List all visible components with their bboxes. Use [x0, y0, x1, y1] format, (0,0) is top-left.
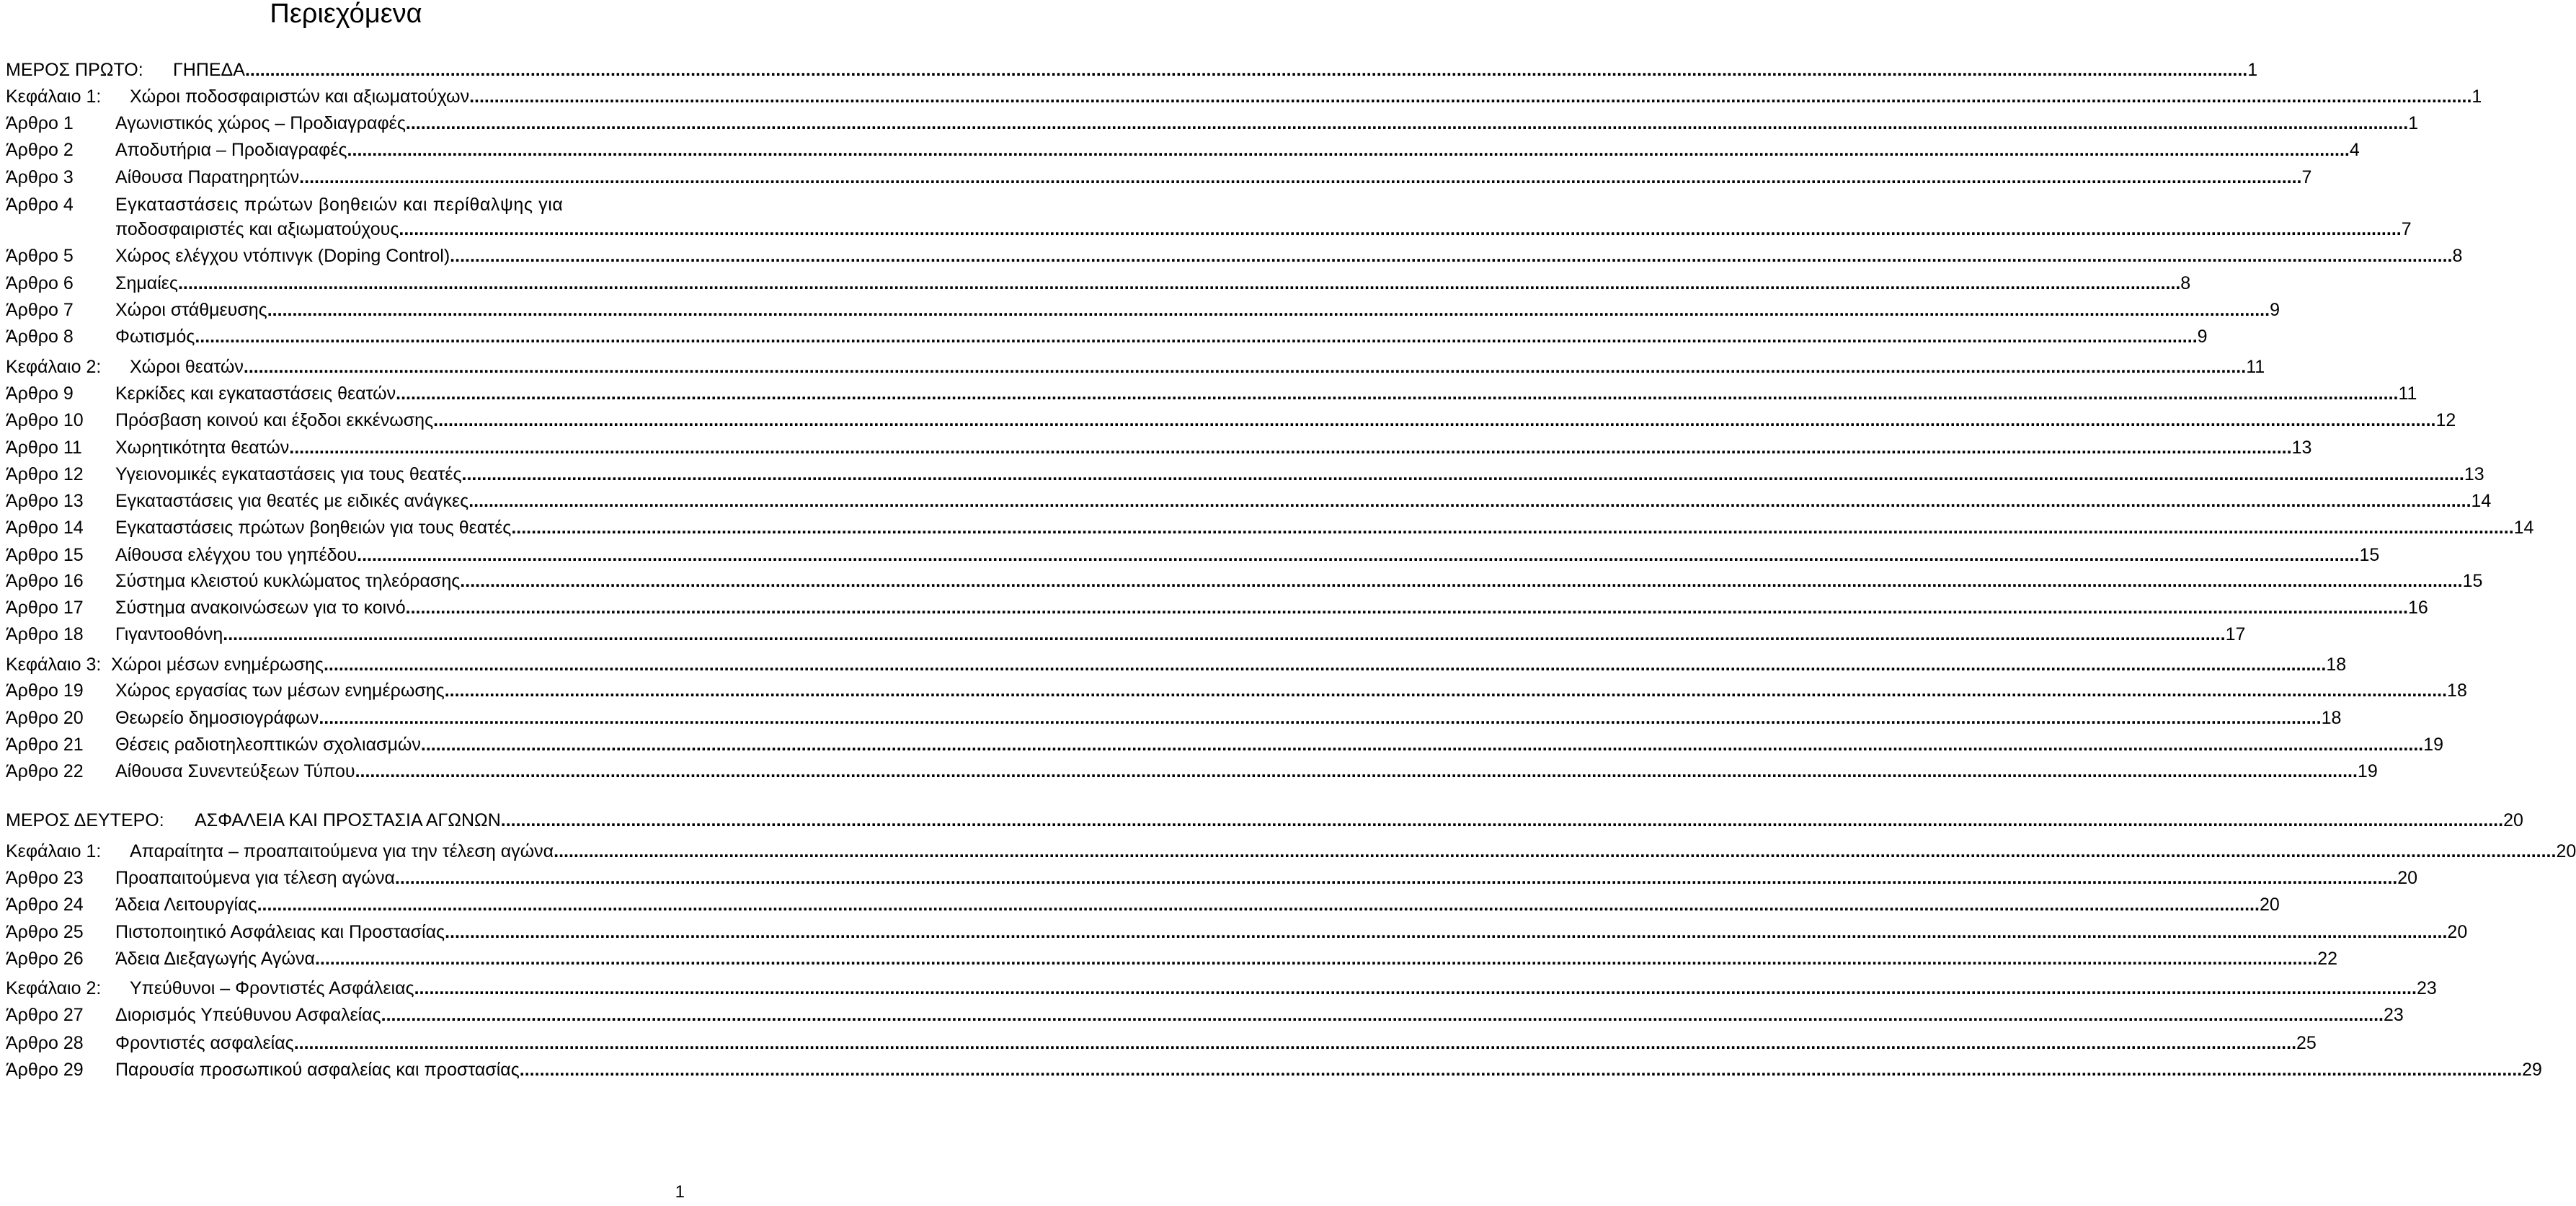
dot-leader: ................................................................................................................................................................................................................................................................................................................................................................................................................	[244, 60, 2248, 80]
toc-entry-title-continued: ποδοσφαιριστές και αξιωματούχους	[115, 219, 399, 239]
toc-entry-label: Άρθρο 7	[6, 300, 74, 320]
toc-entry-title: Χώρος εργασίας των μέσων ενημέρωσης	[115, 680, 445, 701]
toc-entry-title: Αίθουσα Παρατηρητών	[115, 167, 300, 187]
toc-entry-title: Σημαίες	[115, 273, 178, 293]
dot-leader: ................................................................................................................................................................................................................................................................................................................................................................................................................	[405, 598, 2408, 618]
toc-entry[interactable]	[6, 165, 2312, 190]
page-number: 1	[675, 1182, 685, 1202]
toc-entry-label: ΜΕΡΟΣ ΔΕΥΤΕΡΟ:	[6, 810, 164, 830]
toc-entry-label: Κεφάλαιο 1:	[6, 841, 102, 861]
toc-entry-title: Απαραίτητα – προαπαιτούμενα για την τέλεση αγώνα	[130, 841, 554, 861]
toc-entry-label: ΜΕΡΟΣ ΠΡΩΤΟ:	[6, 60, 143, 80]
toc-entry[interactable]	[6, 569, 2483, 593]
toc-entry-label: Άρθρο 15	[6, 545, 84, 565]
toc-entry[interactable]	[6, 324, 2208, 349]
toc-entry-page: 9	[2270, 300, 2280, 320]
toc-entry[interactable]	[6, 138, 2360, 162]
toc-entry-page: 13	[2291, 438, 2312, 458]
toc-entry-title: Υπεύθυνοι – Φροντιστές Ασφάλειας	[130, 978, 414, 998]
toc-entry-continuation[interactable]	[6, 217, 2412, 241]
dot-leader: ................................................................................................................................................................................................................................................................................................................................................................................................................	[243, 357, 2247, 377]
dot-leader: ................................................................................................................................................................................................................................................................................................................................................................................................................	[347, 140, 2350, 160]
toc-entry-title: Χώροι ποδοσφαιριστών και αξιωματούχων	[130, 87, 470, 107]
toc-entry-label: Κεφάλαιο 1:	[6, 87, 102, 107]
toc-entry-title: Χώροι στάθμευσης	[115, 300, 267, 320]
dot-leader: ................................................................................................................................................................................................................................................................................................................................................................................................................	[433, 410, 2436, 430]
toc-entry-page: 22	[2317, 949, 2338, 969]
toc-entry-label: Άρθρο 18	[6, 624, 84, 644]
toc-entry[interactable]	[6, 408, 2456, 433]
toc-entry-label: Κεφάλαιο 3:	[6, 655, 102, 675]
toc-entry[interactable]	[6, 244, 2463, 268]
dot-leader: ................................................................................................................................................................................................................................................................................................................................................................................................................	[444, 680, 2448, 701]
toc-entry-page: 23	[2383, 1005, 2404, 1025]
toc-entry-title: Θεωρείο δημοσιογράφων	[115, 708, 319, 728]
toc-entry-page: 11	[2246, 357, 2265, 377]
toc-entry-page: 1	[2247, 60, 2258, 80]
toc-entry-page: 16	[2407, 598, 2428, 618]
toc-entry-label: Άρθρο 29	[6, 1060, 84, 1080]
dot-leader: ................................................................................................................................................................................................................................................................................................................................................................................................................	[299, 167, 2302, 187]
toc-entry-label: Άρθρο 25	[6, 922, 84, 942]
dot-leader: ................................................................................................................................................................................................................................................................................................................................................................................................................	[314, 949, 2318, 969]
toc-entry-page: 18	[2326, 655, 2347, 675]
dot-leader: ................................................................................................................................................................................................................................................................................................................................................................................................................	[399, 219, 2402, 239]
toc-entry-page: 15	[2359, 545, 2380, 565]
toc-chapter-entry[interactable]	[6, 355, 2265, 379]
dot-leader: ................................................................................................................................................................................................................................................................................................................................................................................................................	[394, 868, 2398, 888]
toc-entry-page: 15	[2462, 571, 2483, 591]
toc-entry-title: Χώροι θεατών	[130, 357, 244, 377]
toc-entry-page: 18	[2321, 708, 2342, 728]
toc-entry-label: Άρθρο 22	[6, 761, 84, 781]
toc-entry-label: Άρθρο 19	[6, 680, 84, 701]
toc-entry-title: Αίθουσα Συνεντεύξεων Τύπου	[115, 761, 355, 781]
toc-entry-label: Άρθρο 21	[6, 735, 84, 755]
toc-entry-page: 8	[2180, 273, 2191, 293]
toc-entry-page: 8	[2452, 246, 2463, 266]
toc-entry[interactable]	[6, 381, 2417, 406]
toc-entry-page: 20	[2556, 841, 2576, 861]
toc-entry-title: Χώρος ελέγχου ντόπινγκ (Doping Control)	[115, 246, 450, 266]
toc-entry-label: Κεφάλαιο 2:	[6, 978, 102, 998]
toc-entry-page: 23	[2416, 978, 2437, 998]
toc-entry-page: 19	[2423, 735, 2444, 755]
toc-entry-label: Άρθρο 13	[6, 491, 84, 511]
toc-entry[interactable]	[6, 1058, 2542, 1082]
toc-entry-label: Άρθρο 28	[6, 1033, 84, 1053]
toc-entry-page: 20	[2259, 895, 2280, 915]
toc-entry-title: Άδεια Λειτουργίας	[115, 895, 257, 915]
dot-leader: ................................................................................................................................................................................................................................................................................................................................................................................................................	[195, 327, 2198, 347]
toc-entry-title: Εγκαταστάσεις πρώτων βοηθειών και περίθαλψης για	[115, 195, 564, 215]
toc-part-entry[interactable]	[6, 808, 2523, 833]
toc-chapter-entry[interactable]	[6, 839, 2576, 864]
toc-entry-label: Άρθρο 3	[6, 167, 74, 187]
toc-entry-label: Άρθρο 27	[6, 1005, 84, 1025]
dot-leader: ................................................................................................................................................................................................................................................................................................................................................................................................................	[319, 708, 2322, 728]
dot-leader: ................................................................................................................................................................................................................................................................................................................................................................................................................	[357, 545, 2360, 565]
toc-entry[interactable]	[6, 192, 667, 217]
toc-entry-label: Άρθρο 10	[6, 410, 84, 430]
toc-entry-title: Υγειονομικές εγκαταστάσεις για τους θεατές	[115, 464, 462, 484]
toc-entry-label: Άρθρο 14	[6, 518, 84, 538]
dot-leader: ................................................................................................................................................................................................................................................................................................................................................................................................................	[469, 87, 2472, 107]
toc-entry[interactable]	[6, 706, 2342, 730]
toc-entry-page: 20	[2397, 868, 2418, 888]
toc-part-entry[interactable]	[6, 58, 2258, 82]
toc-entry[interactable]	[6, 622, 2246, 647]
toc-entry-label: Άρθρο 8	[6, 327, 74, 347]
dot-leader: ................................................................................................................................................................................................................................................................................................................................................................................................................	[396, 383, 2399, 404]
toc-entry-title: Χωρητικότητα θεατών	[115, 438, 290, 458]
toc-entry-label: Άρθρο 17	[6, 598, 84, 618]
toc-entry-title: Εγκαταστάσεις για θεατές με ειδικές ανάγκες	[115, 491, 469, 511]
toc-entry-title: Πρόσβαση κοινού και έξοδοι εκκένωσης	[115, 410, 434, 430]
toc-entry[interactable]	[6, 892, 2280, 917]
toc-entry-title: Γιγαντοοθόνη	[115, 624, 223, 644]
toc-entry-label: Άρθρο 11	[6, 438, 82, 458]
dot-leader: ................................................................................................................................................................................................................................................................................................................................................................................................................	[460, 571, 2463, 591]
toc-entry-label: Άρθρο 12	[6, 464, 84, 484]
toc-entry-title: Κερκίδες και εγκαταστάσεις θεατών	[115, 383, 396, 404]
toc-entry-page: 17	[2225, 624, 2246, 644]
dot-leader: ................................................................................................................................................................................................................................................................................................................................................................................................................	[267, 300, 2270, 320]
toc-entry[interactable]	[6, 866, 2418, 890]
toc-entry-page: 1	[2408, 113, 2419, 133]
toc-entry-page: 7	[2301, 167, 2312, 187]
dot-leader: ................................................................................................................................................................................................................................................................................................................................................................................................................	[289, 438, 2292, 458]
toc-entry-title: Πιστοποιητικό Ασφάλειας και Προστασίας	[115, 922, 445, 942]
dot-leader: ................................................................................................................................................................................................................................................................................................................................................................................................................	[511, 518, 2514, 538]
toc-entry-title: Χώροι μέσων ενημέρωσης	[111, 655, 324, 675]
toc-entry-label: Άρθρο 6	[6, 273, 74, 293]
toc-entry-label: Κεφάλαιο 2:	[6, 357, 102, 377]
toc-entry[interactable]	[6, 678, 2467, 703]
toc-entry[interactable]	[6, 920, 2468, 944]
page-title: Περιεχόμενα	[270, 0, 422, 29]
toc-entry-page: 13	[2464, 464, 2484, 484]
toc-entry-title: Άδεια Διεξαγωγής Αγώνα	[115, 949, 315, 969]
toc-entry[interactable]	[6, 271, 2191, 296]
toc-entry-title: Σύστημα κλειστού κυκλώματος τηλεόρασης	[115, 571, 461, 591]
toc-entry-label: Άρθρο 20	[6, 708, 84, 728]
toc-entry-title: Προαπαιτούμενα για τέλεση αγώνα	[115, 868, 395, 888]
dot-leader: ................................................................................................................................................................................................................................................................................................................................................................................................................	[450, 246, 2453, 266]
toc-entry[interactable]	[6, 435, 2312, 460]
toc-entry-title: Αγωνιστικός χώρος – Προδιαγραφές	[115, 113, 406, 133]
toc-entry-page: 20	[2503, 810, 2523, 830]
toc-entry-label: Άρθρο 5	[6, 246, 74, 266]
toc-entry[interactable]	[6, 489, 2492, 513]
toc-entry-title: Εγκαταστάσεις πρώτων βοηθειών για τους θεατές	[115, 518, 512, 538]
toc-entry[interactable]	[6, 543, 2380, 567]
toc-entry-title: Παρουσία προσωπικού ασφαλείας και προστασίας	[115, 1060, 520, 1080]
toc-entry-label: Άρθρο 26	[6, 949, 84, 969]
toc-entry-page: 11	[2398, 383, 2417, 404]
toc-entry-label: Άρθρο 23	[6, 868, 84, 888]
dot-leader: ................................................................................................................................................................................................................................................................................................................................................................................................................	[554, 841, 2557, 861]
dot-leader: ................................................................................................................................................................................................................................................................................................................................................................................................................	[519, 1060, 2523, 1080]
toc-entry-label: Άρθρο 4	[6, 195, 74, 215]
toc-entry-label: Άρθρο 9	[6, 383, 74, 404]
toc-chapter-entry[interactable]	[6, 84, 2482, 109]
toc-entry[interactable]	[6, 1031, 2317, 1055]
dot-leader: ................................................................................................................................................................................................................................................................................................................................................................................................................	[445, 922, 2448, 942]
toc-entry-page: 7	[2401, 219, 2412, 239]
toc-entry-title: ΓΗΠΕΔΑ	[173, 60, 245, 80]
toc-entry-page: 19	[2357, 761, 2378, 781]
toc-chapter-entry[interactable]	[6, 976, 2437, 1001]
dot-leader: ................................................................................................................................................................................................................................................................................................................................................................................................................	[414, 978, 2417, 998]
toc-entry-label: Άρθρο 1	[6, 113, 74, 133]
dot-leader: ................................................................................................................................................................................................................................................................................................................................................................................................................	[500, 810, 2504, 830]
toc-entry-page: 1	[2471, 87, 2482, 107]
dot-leader: ................................................................................................................................................................................................................................................................................................................................................................................................................	[461, 464, 2464, 484]
dot-leader: ................................................................................................................................................................................................................................................................................................................................................................................................................	[293, 1033, 2297, 1053]
toc-entry-page: 14	[2513, 518, 2534, 538]
toc-entry-title: Φωτισμός	[115, 327, 195, 347]
toc-entry[interactable]	[6, 111, 2419, 136]
toc-entry[interactable]	[6, 298, 2280, 322]
dot-leader: ................................................................................................................................................................................................................................................................................................................................................................................................................	[381, 1005, 2384, 1025]
toc-entry[interactable]	[6, 462, 2484, 487]
toc-entry-title: Φροντιστές ασφαλείας	[115, 1033, 294, 1053]
toc-chapter-entry[interactable]	[6, 652, 2347, 677]
toc-entry-label: Άρθρο 2	[6, 140, 74, 160]
toc-entry-page: 14	[2471, 491, 2492, 511]
toc-entry-title: Διορισμός Υπεύθυνου Ασφαλείας	[115, 1005, 381, 1025]
toc-entry[interactable]	[6, 732, 2444, 757]
toc-entry-title: Αποδυτήρια – Προδιαγραφές	[115, 140, 347, 160]
toc-entry-label: Άρθρο 24	[6, 895, 84, 915]
toc-entry[interactable]	[6, 515, 2534, 540]
toc-entry-page: 25	[2296, 1033, 2317, 1053]
dot-leader: ................................................................................................................................................................................................................................................................................................................................................................................................................	[405, 113, 2409, 133]
toc-entry-label: Άρθρο 16	[6, 571, 84, 591]
toc-entry-title: Αίθουσα ελέγχου του γηπέδου	[115, 545, 357, 565]
dot-leader: ................................................................................................................................................................................................................................................................................................................................................................................................................	[223, 624, 2226, 644]
toc-entry-page: 12	[2435, 410, 2456, 430]
toc-entry[interactable]	[6, 946, 2338, 971]
toc-entry-page: 20	[2447, 922, 2468, 942]
toc-entry-title: ΑΣΦΑΛΕΙΑ ΚΑΙ ΠΡΟΣΤΑΣΙΑ ΑΓΩΝΩΝ	[195, 810, 501, 830]
dot-leader: ................................................................................................................................................................................................................................................................................................................................................................................................................	[257, 895, 2260, 915]
toc-entry[interactable]	[6, 595, 2428, 620]
toc-entry-title: Σύστημα ανακοινώσεων για το κοινό	[115, 598, 406, 618]
dot-leader: ................................................................................................................................................................................................................................................................................................................................................................................................................	[355, 761, 2358, 781]
toc-entry-page: 29	[2522, 1060, 2542, 1080]
toc-entry-page: 4	[2349, 140, 2360, 160]
dot-leader: ................................................................................................................................................................................................................................................................................................................................................................................................................	[468, 491, 2471, 511]
toc-entry[interactable]	[6, 1003, 2404, 1027]
dot-leader: ................................................................................................................................................................................................................................................................................................................................................................................................................	[177, 273, 2181, 293]
toc-entry-page: 9	[2197, 327, 2208, 347]
dot-leader: ................................................................................................................................................................................................................................................................................................................................................................................................................	[323, 655, 2327, 675]
toc-entry-page: 18	[2447, 680, 2467, 701]
dot-leader: ................................................................................................................................................................................................................................................................................................................................................................................................................	[420, 735, 2424, 755]
toc-entry[interactable]	[6, 759, 2378, 784]
toc-entry-title: Θέσεις ραδιοτηλεοπτικών σχολιασμών	[115, 735, 421, 755]
